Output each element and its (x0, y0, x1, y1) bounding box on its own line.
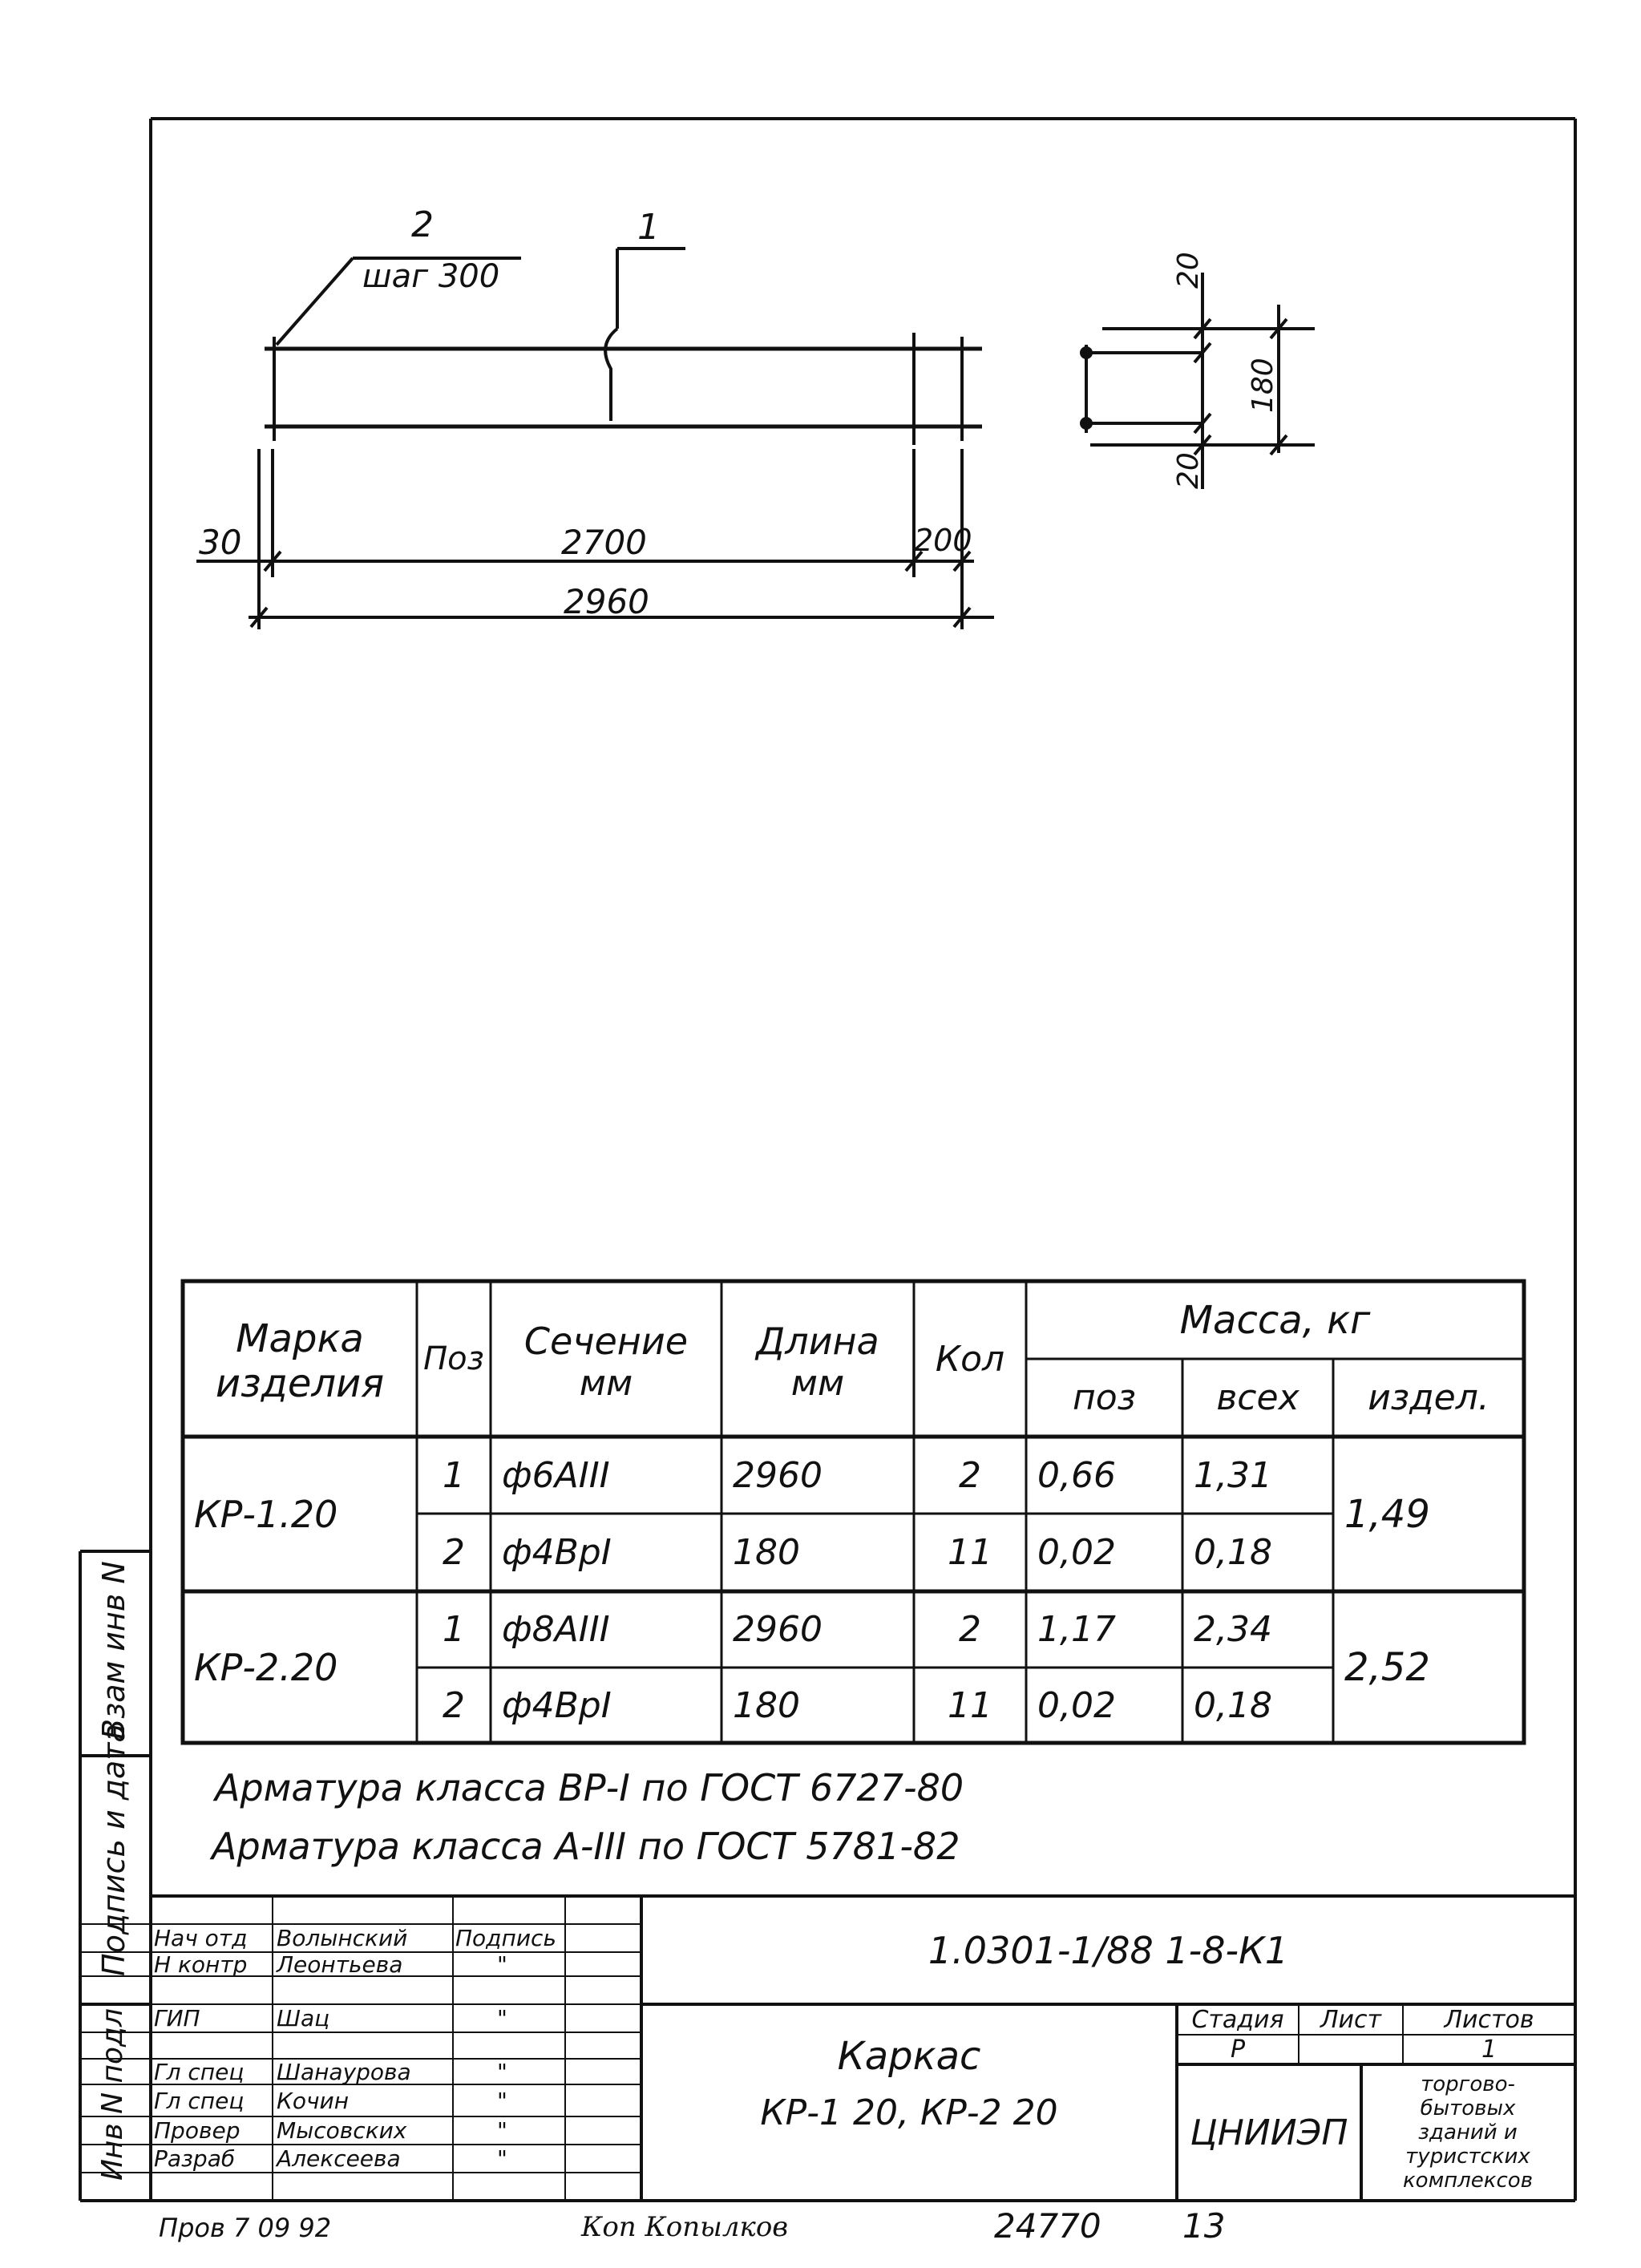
header-section (491, 1289, 721, 1433)
sheets-label: Листов (1444, 2005, 1534, 2034)
signature-role: Гл спец (154, 2058, 245, 2085)
dimension-2960: 2960 (564, 582, 649, 621)
document-code: 1.0301-1/88 1-8-К1 (928, 1928, 1289, 1972)
row-mass-all: 0,18 (1194, 1684, 1272, 1726)
org-desc-line: комплексов (1402, 2169, 1534, 2193)
row-pos: 2 (443, 1531, 465, 1573)
margin-replacement-inv: Взам инв N (96, 1561, 131, 1740)
row-pos: 1 (443, 1609, 465, 1650)
header-qty: Кол (935, 1338, 1005, 1380)
row-qty: 11 (948, 1531, 992, 1573)
header-pos: Поз (423, 1340, 484, 1377)
signature-role: ГИП (154, 2005, 200, 2031)
signature-role: Нач отд (154, 1925, 248, 1951)
header-mass-all: всех (1216, 1377, 1299, 1418)
signature-sign: " (497, 2058, 507, 2085)
pitch-label: шаг 300 (362, 258, 500, 295)
row-length: 2960 (733, 1609, 823, 1650)
row-section: ф6АIII (502, 1454, 610, 1496)
row-mass-all: 1,31 (1194, 1454, 1272, 1496)
row-mass-all: 0,18 (1194, 1531, 1272, 1573)
stage-label: Стадия (1191, 2005, 1284, 2034)
signature-name: Леонтьева (277, 1951, 403, 1978)
row-mark: КР-2.20 (194, 1645, 338, 1689)
row-mark: КР-1.20 (194, 1492, 338, 1536)
header-mark-line1: Марка (236, 1316, 364, 1361)
row-mass-item: 2,52 (1344, 1644, 1430, 1690)
dimension-2700: 2700 (561, 523, 647, 562)
org-desc-line: туристских (1405, 2145, 1530, 2169)
position-2-marker: 2 (411, 204, 434, 245)
signature-role: Разраб (154, 2145, 236, 2172)
row-section: ф8АIII (502, 1609, 610, 1650)
header-mass-item: издел. (1368, 1377, 1489, 1418)
row-mass-item: 1,49 (1344, 1491, 1430, 1537)
note-1: Арматура класса ВР-I по ГОСТ 6727-80 (215, 1766, 964, 1809)
signature-name: Кочин (277, 2087, 350, 2114)
stage-value: Р (1230, 2036, 1246, 2064)
footer-number: 24770 (994, 2206, 1101, 2246)
org-desc-line: торгово- (1421, 2072, 1515, 2096)
row-qty: 11 (948, 1684, 992, 1726)
signature-role: Гл спец (154, 2087, 245, 2114)
row-mass-pos: 0,02 (1037, 1684, 1116, 1726)
signature-sign: " (497, 2087, 507, 2114)
margin-signature-date: Подпись и дата (96, 1724, 131, 1976)
note-2: Арматура класса А-III по ГОСТ 5781-82 (212, 1825, 960, 1868)
signature-sign: " (497, 2117, 507, 2144)
sheets-value: 1 (1481, 2036, 1498, 2064)
signature-name: Волынский (277, 1925, 408, 1951)
position-1-marker: 1 (637, 207, 660, 248)
row-mass-all: 2,34 (1194, 1609, 1272, 1650)
footer-page: 13 (1182, 2206, 1226, 2246)
row-section: ф4ВрI (502, 1531, 612, 1573)
section-dimension-top: 20 (1172, 252, 1205, 289)
margin-original-inv: Инв N подл (96, 2008, 129, 2181)
row-qty: 2 (959, 1609, 981, 1650)
signature-role: Провер (154, 2117, 240, 2144)
header-length-line2: мм (790, 1362, 845, 1404)
header-section-line2: мм (579, 1362, 633, 1404)
row-length: 180 (733, 1684, 800, 1726)
row-pos: 1 (443, 1454, 465, 1496)
footer-checker: Пров 7 09 92 (159, 2213, 332, 2243)
header-mass: Масса, кг (1179, 1297, 1371, 1343)
row-qty: 2 (959, 1454, 981, 1496)
section-dimension-bottom: 20 (1172, 452, 1205, 489)
signature-sign: " (497, 1951, 507, 1978)
drawing-title: Каркас (837, 2034, 981, 2079)
signature-role: Н контр (154, 1951, 248, 1978)
header-section-line1: Сечение (523, 1319, 689, 1363)
org-desc-line: зданий и (1418, 2120, 1518, 2145)
row-length: 2960 (733, 1454, 823, 1496)
specification-table (183, 1281, 1524, 1743)
signature-name: Мысовских (277, 2117, 407, 2144)
organization-description (1363, 2072, 1573, 2193)
sheet-label: Лист (1320, 2005, 1382, 2034)
row-section: ф4ВрI (502, 1684, 612, 1726)
signature-name: Шац (277, 2005, 330, 2031)
signature-name: Шанаурова (277, 2058, 411, 2085)
signature-sign: " (497, 2005, 507, 2031)
footer-copier: Коп Копылков (581, 2211, 789, 2243)
dimension-200: 200 (914, 523, 972, 558)
header-length (721, 1289, 914, 1433)
row-length: 180 (733, 1531, 800, 1573)
org-desc-line: бытовых (1420, 2096, 1516, 2120)
row-mass-pos: 0,02 (1037, 1531, 1116, 1573)
header-length-line1: Длина (756, 1319, 879, 1363)
signature-name: Алексеева (277, 2145, 401, 2172)
drawing-subtitle: КР-1 20, КР-2 20 (760, 2092, 1058, 2133)
header-mark-line2: изделия (215, 1361, 385, 1406)
signature-sign: " (497, 2145, 507, 2172)
section-dimension-middle: 180 (1247, 358, 1279, 413)
dimension-30: 30 (199, 523, 242, 562)
row-mass-pos: 1,17 (1037, 1609, 1116, 1650)
signature-sign: Подпись (455, 1925, 556, 1951)
row-pos: 2 (443, 1684, 465, 1726)
header-mark (183, 1289, 417, 1433)
organization-name: ЦНИИЭП (1190, 2112, 1348, 2153)
header-mass-pos: поз (1072, 1377, 1137, 1418)
row-mass-pos: 0,66 (1037, 1454, 1116, 1496)
